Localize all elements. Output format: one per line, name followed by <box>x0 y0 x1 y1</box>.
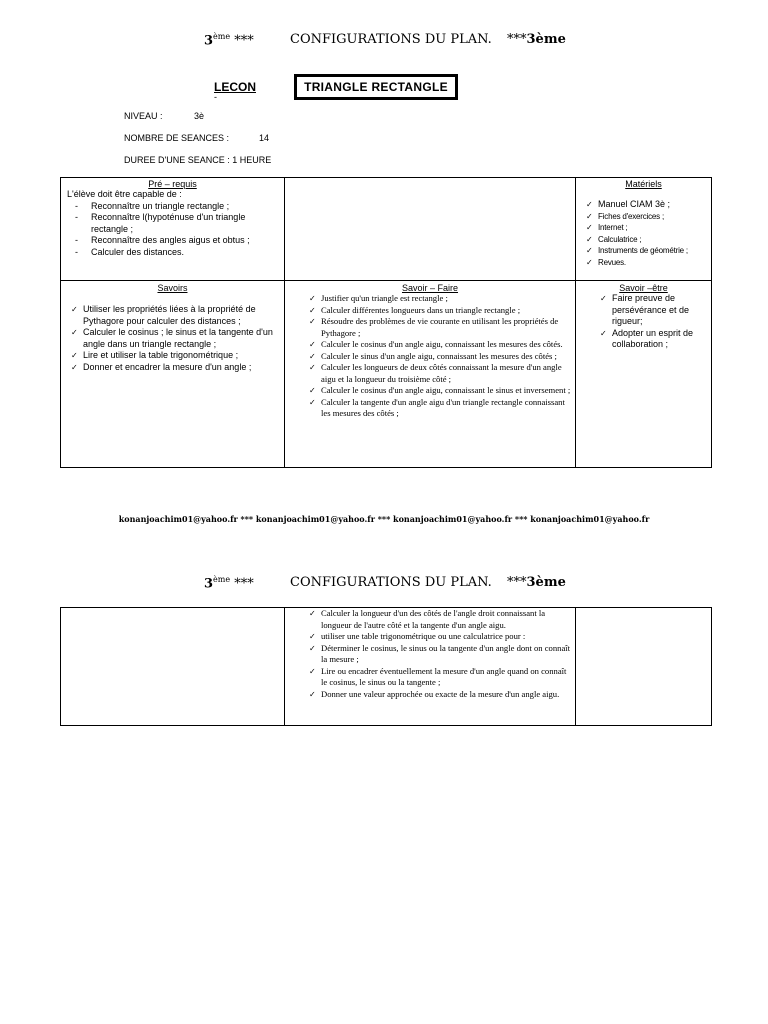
list-item: ✓ Donner une valeur approchée ou exacte de la mesure d'un angle aigu. <box>305 689 571 701</box>
savoir-faire-heading: Savoir – Faire <box>401 283 459 293</box>
lesson-table <box>60 177 712 468</box>
seances-label: NOMBRE DE SEANCES : <box>124 133 230 143</box>
continuation-table <box>60 607 712 726</box>
list-item: ✓ Manuel CIAM 3è ; <box>582 199 711 211</box>
header-right: ***3ème <box>507 32 566 47</box>
header-left: 3ème *** <box>204 575 254 592</box>
list-item: ✓ Donner et encadrer la mesure d'un angle ; <box>67 362 280 374</box>
header-title: CONFIGURATIONS DU PLAN. <box>290 575 492 590</box>
lesson-label: LECON <box>214 80 256 94</box>
list-item: ✓ Calculer la longueur d'un des côtés de l'angle droit connaissant la longueur de l'autre côté et la tangente d'un angle aigu. <box>305 608 571 631</box>
materiels-list <box>576 199 711 268</box>
prerequis-cell <box>61 178 285 281</box>
list-item: ✓ Calculer différentes longueurs dans un triangle rectangle ; <box>305 305 571 317</box>
table-row <box>61 608 712 726</box>
savoirs-list <box>61 304 284 373</box>
list-item: ✓ Utiliser les propriétés liées à la propriété de Pythagore pour calculer des distances ; <box>67 304 280 327</box>
list-item: ✓ Calculer le cosinus d'un angle aigu, connaissant les mesures des côtés. <box>305 339 571 351</box>
list-item: ✓ Fiches d'exercices ; <box>582 211 711 223</box>
list-item: ✓ Faire preuve de persévérance et de rigueur; <box>596 293 707 328</box>
prerequis-heading: Pré – requis <box>148 179 197 189</box>
niveau-value: 3è <box>194 111 205 121</box>
empty-cell <box>576 608 712 726</box>
materiels-cell <box>576 178 712 281</box>
list-item: ✓ Calculer le cosinus ; le sinus et la tangente d'un angle dans un triangle rectangle ; <box>67 327 280 350</box>
list-item: ✓ Adopter un esprit de collaboration ; <box>596 328 707 351</box>
prerequis-intro: L'élève doit être capable de : <box>67 189 182 199</box>
header-left: 3ème *** <box>204 32 254 49</box>
empty-cell <box>61 608 285 726</box>
savoir-etre-cell <box>576 281 712 468</box>
savoir-faire-cell <box>285 281 576 468</box>
list-item: ✓ Calculer le sinus d'un angle aigu, connaissant les mesures des côtés ; <box>305 351 571 363</box>
footer-email: konanjoachim01@yahoo.fr *** konanjoachim01@yahoo.fr *** konanjoachim01@yahoo.fr *** konanjoachim01@yahoo.fr <box>118 514 650 524</box>
header-title: CONFIGURATIONS DU PLAN. <box>290 32 492 47</box>
list-item: ✓ Lire ou encadrer éventuellement la mesure d'un angle quand on connaît le cosinus, le sinus ou la tangente ; <box>305 666 571 689</box>
savoir-etre-heading: Savoir –être <box>619 283 668 293</box>
table-row <box>61 281 712 468</box>
savoirs-cell <box>61 281 285 468</box>
seances-value: 14 <box>259 133 270 143</box>
list-item: - Reconnaître des angles aigus et obtus ; <box>61 235 280 247</box>
lesson-title: TRIANGLE RECTANGLE <box>294 74 458 100</box>
niveau-label: NIVEAU : <box>124 111 163 121</box>
savoir-etre-list <box>576 293 711 351</box>
table-row <box>61 178 712 281</box>
list-item: ✓ Résoudre des problèmes de vie courante en utilisant les propriétés de Pythagore ; <box>305 316 571 339</box>
list-item: ✓ Justifier qu'un triangle est rectangle ; <box>305 293 571 305</box>
list-item: ✓ utiliser une table trigonométrique ou une calculatrice pour : <box>305 631 571 643</box>
list-item: ✓ Lire et utiliser la table trigonométrique ; <box>67 350 280 362</box>
savoir-faire-continued-cell <box>285 608 576 726</box>
seance-duration: DUREE D'UNE SEANCE : 1 HEURE <box>124 155 272 165</box>
list-item: ✓ Instruments de géométrie ; <box>582 245 711 257</box>
list-item: ✓ Calculer la tangente d'un angle aigu d'un triangle rectangle connaissant les mesures des côtés ; <box>305 397 571 420</box>
empty-cell <box>285 178 576 281</box>
list-item: - Calculer des distances. <box>61 247 280 259</box>
savoir-faire-list <box>285 293 575 420</box>
list-item: ✓ Revues. <box>582 257 711 269</box>
savoirs-heading: Savoirs <box>157 283 188 293</box>
list-item: ✓ Calculer le cosinus d'un angle aigu, connaissant le sinus et inversement ; <box>305 385 571 397</box>
prerequis-list <box>61 201 284 259</box>
list-item: ✓ Internet ; <box>582 222 711 234</box>
materiels-heading: Matériels <box>625 179 662 189</box>
list-item: ✓ Calculatrice ; <box>582 234 711 246</box>
list-item: ✓ Déterminer le cosinus, le sinus ou la tangente d'un angle dont on connaît la mesure ; <box>305 643 571 666</box>
savoir-faire-continued-list <box>285 608 575 700</box>
list-item: ✓ Calculer les longueurs de deux côtés connaissant la mesure d'un angle aigu et la longueur du troisième côté ; <box>305 362 571 385</box>
header-right: ***3ème <box>507 575 566 590</box>
lesson-mark: - <box>214 92 217 102</box>
list-item: - Reconnaître l(hypoténuse d'un triangle rectangle ; <box>61 212 280 235</box>
list-item: - Reconnaître un triangle rectangle ; <box>61 201 280 213</box>
